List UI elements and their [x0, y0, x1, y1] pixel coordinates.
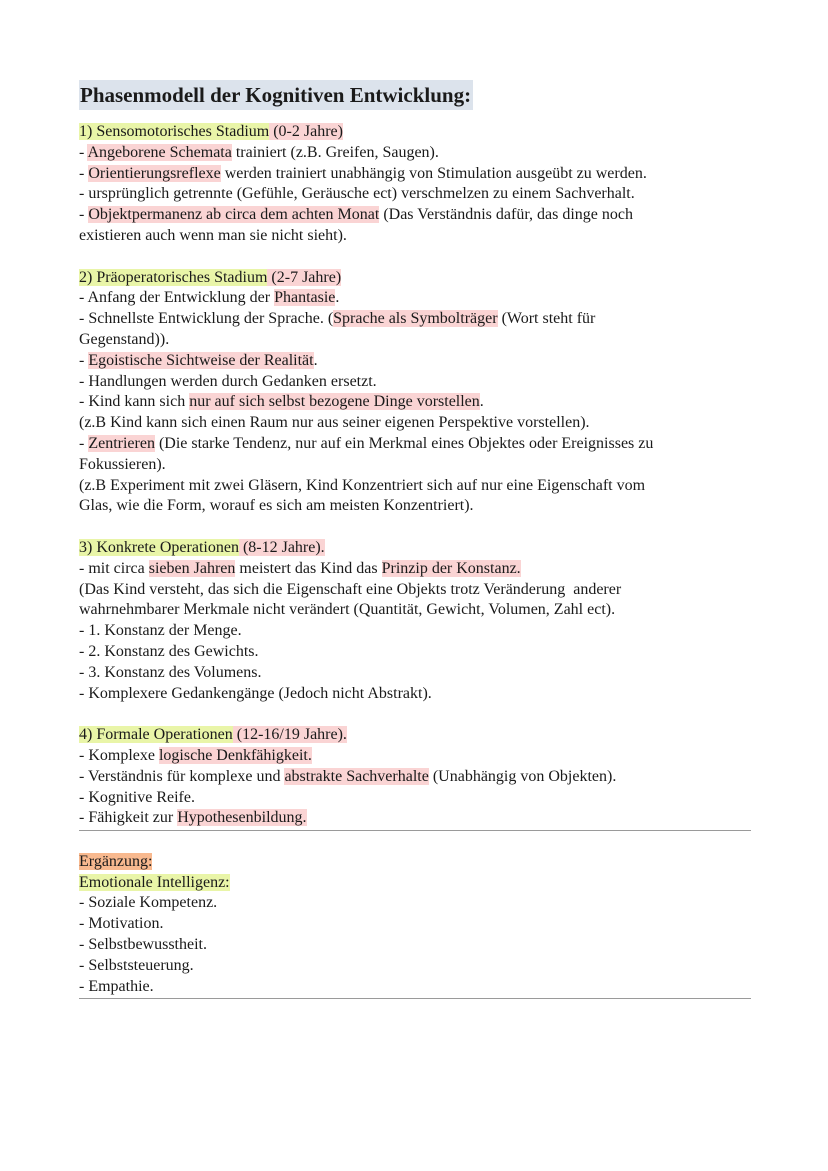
list-item: - Empathie. [79, 977, 154, 995]
highlight-yellow: 1) Sensomotorisches Stadium [79, 123, 270, 140]
section-sensomotorisch [79, 122, 751, 247]
highlight-pink: Orientierungsreflexe [88, 164, 221, 182]
highlight-pink: Hypothesenbildung. [177, 809, 307, 827]
list-item: - Komplexe logische Denkfähigkeit. [79, 746, 312, 764]
highlight-pink: Egoistische Sichtweise der Realität [88, 351, 314, 369]
list-item: - 2. Konstanz des Gewichts. [79, 642, 259, 660]
section-formale-operationen [79, 725, 751, 831]
highlight-pink: nur auf sich selbst bezogene Dinge vorstellen [189, 393, 480, 411]
section-heading [79, 538, 751, 559]
highlight-pink: Sprache als Symbolträger [333, 310, 498, 328]
highlight-pink: (0-2 Jahre) [269, 123, 343, 140]
list-item: - Kind kann sich nur auf sich selbst bezogene Dinge vorstellen. [79, 393, 484, 411]
list-item: - Soziale Kompetenz. [79, 894, 218, 912]
list-item: - Selbstbewusstheit. [79, 936, 207, 954]
highlight-pink: logische Denkfähigkeit. [158, 746, 312, 764]
list-item-continuation: Glas, wie die Form, worauf es sich am meisten Konzentriert). [79, 497, 474, 515]
list-item: - Zentrieren (Die starke Tendenz, nur auf ein Merkmal eines Objektes oder Ereignisses zu [79, 434, 654, 452]
list-item: - Objektpermanenz ab circa dem achten Monat (Das Verständnis dafür, das dinge noch [79, 206, 633, 224]
list-item: - Kognitive Reife. [79, 788, 195, 806]
list-item: - 1. Konstanz der Menge. [79, 622, 242, 640]
list-item-continuation: Fokussieren). [79, 455, 166, 473]
horizontal-divider [79, 998, 751, 999]
list-item: - Handlungen werden durch Gedanken ersetzt. [79, 372, 377, 390]
highlight-pink: abstrakte Sachverhalte [284, 767, 429, 785]
section-heading [79, 725, 751, 746]
supplement-label [79, 852, 751, 873]
list-item: - Selbststeuerung. [79, 956, 194, 974]
section-praeoperatorisch [79, 268, 751, 518]
list-item: (Das Kind versteht, das sich die Eigenschaft eine Objekts trotz Veränderung anderer [79, 580, 622, 598]
document-content [79, 80, 751, 999]
list-item: - Komplexere Gedankengänge (Jedoch nicht Abstrakt). [79, 684, 432, 702]
list-item: - Schnellste Entwicklung der Sprache. (Sprache als Symbolträger (Wort steht für [79, 310, 596, 328]
spacer [79, 831, 751, 852]
highlight-pink: (8-12 Jahre). [238, 538, 325, 556]
page-title: Phasenmodell der Kognitiven Entwicklung: [79, 80, 473, 110]
highlight-pink: Zentrieren [88, 434, 155, 452]
highlight-pink: Prinzip der Konstanz. [381, 559, 521, 577]
list-item: - Verständnis für komplexe und abstrakte Sachverhalte (Unabhängig von Objekten). [79, 767, 617, 785]
highlight-yellow: 4) Formale Operationen [79, 726, 233, 744]
highlight-pink: (2-7 Jahre) [267, 268, 342, 286]
list-item: (z.B Kind kann sich einen Raum nur aus seiner eigenen Perspektive vorstellen). [79, 414, 590, 432]
section-konkrete-operationen [79, 538, 751, 704]
list-item: - Egoistische Sichtweise der Realität. [79, 351, 318, 369]
highlight-pink: Angeborene Schemata [87, 143, 232, 161]
highlight-orange: Ergänzung: [79, 852, 153, 870]
list-item: (z.B Experiment mit zwei Gläsern, Kind Konzentriert sich auf nur eine Eigenschaft vom [79, 476, 646, 494]
spacer [79, 704, 751, 725]
list-item: - ursprünglich getrennte (Gefühle, Geräusche ect) verschmelzen zu einem Sachverhalt. [79, 185, 635, 203]
list-item-continuation: existieren auch wenn man sie nicht sieht). [79, 226, 347, 244]
section-ergaenzung [79, 852, 751, 1000]
highlight-yellow: 3) Konkrete Operationen [79, 538, 239, 556]
list-item: - Orientierungsreflexe werden trainiert unabhängig von Stimulation ausgeübt zu werden. [79, 164, 647, 182]
list-item: - Anfang der Entwicklung der Phantasie. [79, 289, 340, 307]
spacer [79, 247, 751, 268]
section-heading [79, 122, 751, 143]
highlight-pink: sieben Jahren [148, 559, 236, 577]
list-item: - Motivation. [79, 915, 164, 933]
spacer [79, 517, 751, 538]
highlight-pink: (12-16/19 Jahre). [232, 726, 347, 744]
highlight-yellow: 2) Präoperatorisches Stadium [79, 268, 268, 286]
highlight-yellow: Emotionale Intelligenz: [79, 873, 230, 891]
highlight-pink: Objektpermanenz ab circa dem achten Monat [88, 206, 380, 224]
list-item: - 3. Konstanz des Volumens. [79, 663, 262, 681]
section-heading [79, 873, 751, 894]
highlight-pink: Phantasie [274, 289, 336, 307]
list-item-continuation: Gegenstand)). [79, 330, 170, 348]
list-item: - Angeborene Schemata trainiert (z.B. Greifen, Saugen). [79, 143, 439, 161]
section-heading [79, 268, 751, 289]
list-item: - Fähigkeit zur Hypothesenbildung. [79, 809, 307, 827]
list-item: - mit circa sieben Jahren meistert das Kind das Prinzip der Konstanz. [79, 559, 521, 577]
list-item-continuation: wahrnehmbarer Merkmale nicht verändert (Quantität, Gewicht, Volumen, Zahl ect). [79, 601, 616, 619]
